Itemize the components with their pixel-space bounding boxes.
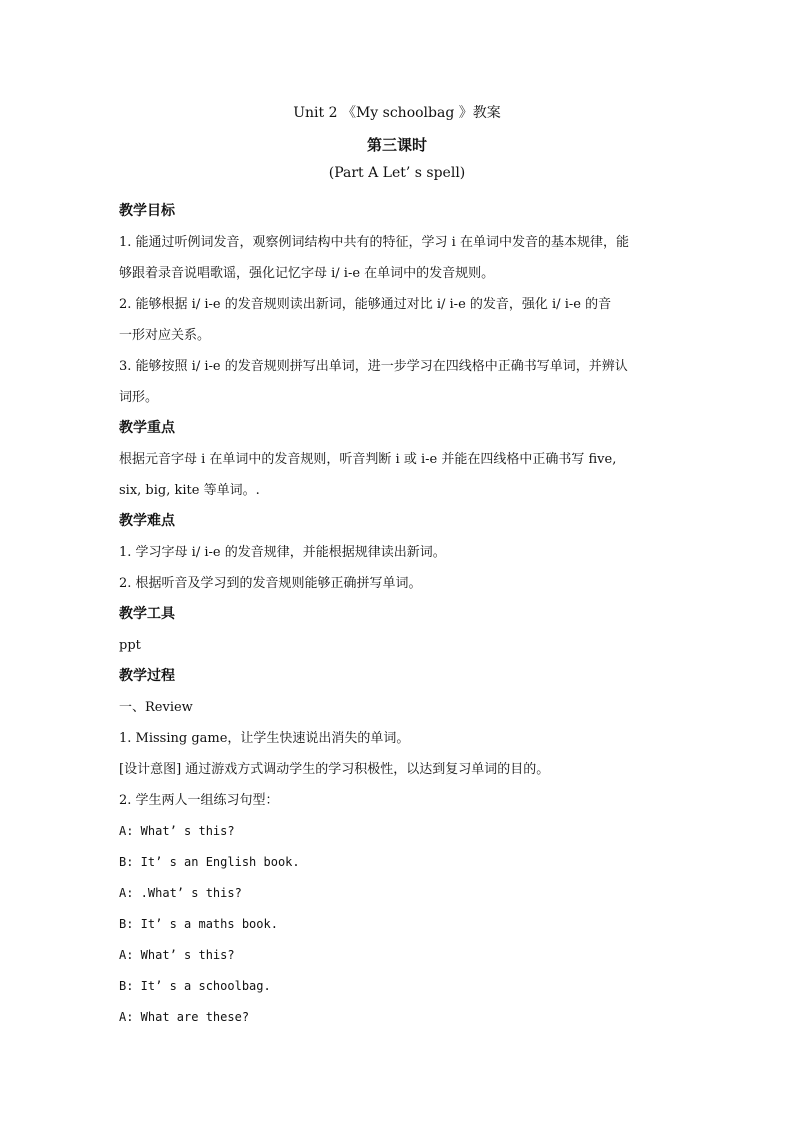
text-line: [设计意图] 通过游戏方式调动学生的学习积极性，以达到复习单词的目的。 bbox=[119, 762, 550, 777]
text-line: ppt bbox=[119, 638, 141, 653]
dialogue-line: B: It’ s a schoolbag. bbox=[119, 979, 271, 993]
dialogue-line: A: .What’ s this? bbox=[119, 886, 242, 900]
text-line: 2. 学生两人一组练习句型： bbox=[119, 793, 279, 808]
dialogue-line: B: It’ s a maths book. bbox=[119, 917, 278, 931]
text-line: 2. 根据听音及学习到的发音规则能够正确拼写单词。 bbox=[119, 576, 422, 591]
text-line: 1. Missing game，让学生快速说出消失的单词。 bbox=[119, 731, 410, 746]
text-line: 词形。 bbox=[119, 390, 159, 405]
dialogue-line: A: What’ s this? bbox=[119, 948, 235, 962]
text-line: 一、Review bbox=[119, 700, 193, 715]
dialogue-line: A: What’ s this? bbox=[119, 824, 235, 838]
dialogue-line: A: What are these? bbox=[119, 1010, 250, 1024]
text-line: 根据元音字母 i 在单词中的发音规则，听音判断 i 或 i-e 并能在四线格中正确书写 five, bbox=[119, 452, 617, 467]
text-line: 2. 能够根据 i/ i-e 的发音规则读出新词，能够通过对比 i/ i-e 的发音，强化 i/ i-e 的音 bbox=[119, 297, 612, 312]
text-line: 够跟着录音说唱歌谣，强化记忆字母 i/ i-e 在单词中的发音规则。 bbox=[119, 266, 495, 281]
section-heading: 教学目标 bbox=[119, 203, 175, 219]
section-heading: 教学过程 bbox=[119, 668, 175, 684]
text-line: 1. 学习字母 i/ i-e 的发音规律，并能根据规律读出新词。 bbox=[119, 545, 446, 560]
section-heading: 教学重点 bbox=[119, 420, 175, 436]
part-title: (Part A Let’ s spell) bbox=[328, 165, 466, 181]
text-line: six, big, kite 等单词。. bbox=[119, 483, 260, 498]
text-line: 1. 能通过听例词发音，观察例词结构中共有的特征，学习 i 在单词中发音的基本规律，能 bbox=[119, 235, 629, 250]
lesson-title: 第三课时 bbox=[366, 136, 427, 154]
section-heading: 教学难点 bbox=[119, 513, 175, 529]
section-heading: 教学工具 bbox=[119, 606, 175, 622]
text-line: 3. 能够按照 i/ i-e 的发音规则拼写出单词，进一步学习在四线格中正确书写单词，并辨认 bbox=[119, 359, 628, 374]
text-line: 一形对应关系。 bbox=[119, 328, 211, 343]
document-body bbox=[119, 196, 679, 1033]
document-title: Unit 2 《My schoolbag 》教案 bbox=[293, 105, 501, 121]
dialogue-line: B: It’ s an English book. bbox=[119, 855, 300, 869]
